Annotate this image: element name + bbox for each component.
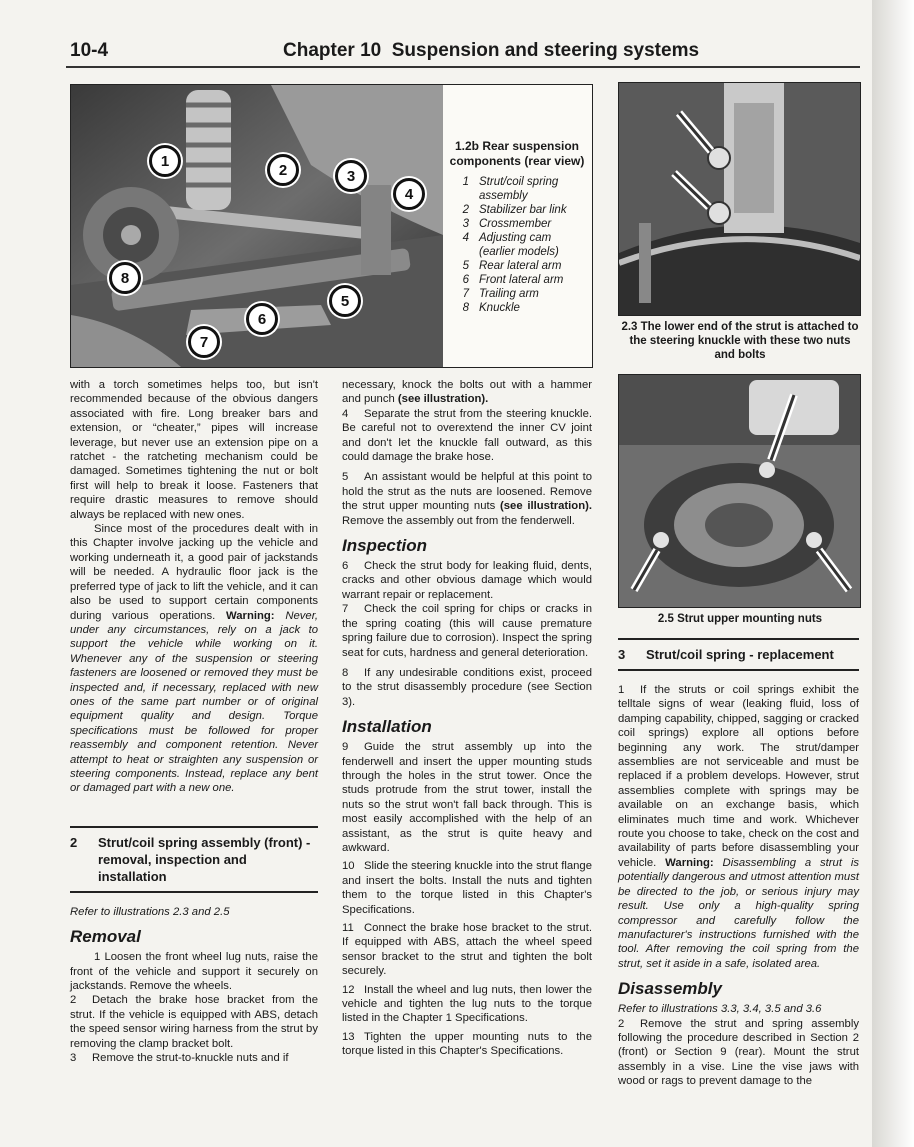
list-item: 8 Knuckle: [462, 302, 520, 314]
column-1: [70, 378, 318, 1065]
figure-rear-suspension: [70, 84, 593, 368]
list-item: 1 Strut/coil spring assembly: [462, 176, 559, 202]
section-3-heading: 3 Strut/coil spring - replacement: [618, 647, 834, 662]
section-rule: [70, 891, 318, 893]
step: 1 If the struts or coil springs exhibit the telltale signs of wear (leaking fluid, loss of damping capability, chipped, sagging or cracked coil springs) explore all options before beginning any work. The strut/damper assemblies are not serviceable and must be replaced if a problem develops. However, strut assemblies complete with springs may be available on an exchange basis, which eliminates much time and work. Whichever route you choose to take, check on the cost and availability of parts before disassembling your vehicle. Warning: Disassembling a strut is potentially dangerous and utmost attention must be directed to the job, or serious injury may result. Use only a high-quality spring compressor and carefully follow the manufacturer's instructions furnished with the tool. After removing the coil spring from the strut, set it aside in a safe, isolated area.: [618, 684, 859, 970]
figure-2-3-caption: 2.3 The lower end of the strut is attached to the steering knuckle with these two nuts and bolts: [621, 321, 859, 361]
header-rule: [66, 66, 860, 68]
callout-3: 3: [335, 160, 367, 192]
step: 9 Guide the strut assembly up into the fenderwell and insert the upper mounting studs through the holes in the strut tower. Once the studs protrude from the strut tower, install the nuts so the strut won't fall back through. This is most easily accomplished with the help of an assistant, as the strut is quite heavy and awkward.: [342, 741, 592, 854]
step: 10 Slide the steering knuckle into the strut flange and insert the bolts. Install the nuts and tighten them to the torque listed in this Chapter's Specifications.: [342, 860, 592, 916]
caption-title: 1.2b Rear suspension components (rear view): [449, 139, 585, 168]
subheading-removal: Removal: [70, 927, 141, 947]
strut-upper-photo: [619, 375, 860, 607]
callout-5: 5: [329, 285, 361, 317]
list-item: 3 Crossmember: [462, 218, 552, 230]
subheading-installation: Installation: [342, 717, 432, 737]
step: 11 Connect the brake hose bracket to the strut. If equipped with ABS, attach the wheel speed sensor bracket to the strut and tighten the bolt securely.: [342, 922, 592, 978]
paragraph: Since most of the procedures dealt with in this Chapter involve jacking up the vehicle and working underneath it, a good pair of jackstands will be needed. A hydraulic floor jack is the preferred type of jack to lift the vehicle, and it can also be used to support certain components during various operations. Warning: Never, under any circumstances, rely on a jack to support the vehicle while working on it. Whenever any of the suspension or steering fasteners are loosened or removed they must be inspected and, if necessary, replaced with new ones of the same part number or of original equipment quality and design. Torque specifications must be followed for proper reassembly and component retention. Never attempt to heat or straighten any suspension or steering components. Instead, replace any bent or damaged part with a new one.: [70, 523, 318, 795]
step: 12 Install the wheel and lug nuts, then lower the vehicle and tighten the lug nuts to the torque listed in the Chapter 1 Specifications.: [342, 983, 592, 1025]
column-3: [618, 638, 859, 1089]
step: 5 An assistant would be helpful at this point to hold the strut as the nuts are loosened. Remove the strut upper mounting nuts (see illustration). Remove the assembly out from the fenderwell.: [342, 471, 592, 527]
step: 6 Check the strut body for leaking fluid, dents, cracks and other obvious damage which would warrant repair or replacement.: [342, 560, 592, 601]
section-2-heading: 2 Strut/coil spring assembly (front) - removal, inspection and installation: [70, 834, 311, 884]
refer-note: Refer to illustrations 2.3 and 2.5: [70, 905, 230, 918]
step: 3 Remove the strut-to-knuckle nuts and if: [70, 1052, 289, 1065]
callout-4: 4: [393, 178, 425, 210]
callout-2: 2: [267, 154, 299, 186]
step: 1 Loosen the front wheel lug nuts, raise the front of the vehicle and support it securely on jackstands. Remove the wheels.: [70, 951, 318, 992]
step: 4 Separate the strut from the steering knuckle. Be careful not to overextend the inner CV joint and don't let the knuckle fall outward, as this could damage the brake hose.: [342, 407, 592, 464]
page-number: 10-4: [70, 40, 109, 61]
column-2: [342, 378, 592, 1059]
chapter-title: Chapter 10 Suspension and steering systems: [283, 40, 700, 61]
figure-main-caption: [447, 139, 587, 315]
section-rule: [70, 826, 318, 828]
callout-1: 1: [149, 145, 181, 177]
subheading-disassembly: Disassembly: [618, 979, 722, 999]
rear-suspension-photo: [71, 85, 443, 367]
callout-6: 6: [246, 303, 278, 335]
step: 2 Detach the brake hose bracket from the strut. If the vehicle is equipped with ABS, detach the speed sensor wiring harness from the strut by removing the clamp bracket bolt.: [70, 994, 318, 1050]
page-edge: [872, 0, 914, 1147]
figure-2-5-caption: 2.5 Strut upper mounting nuts: [657, 613, 823, 625]
list-item: 5 Rear lateral arm: [462, 260, 562, 272]
strut-lower-photo: [619, 83, 860, 315]
list-item: 6 Front lateral arm: [462, 274, 564, 286]
step: 13 Tighten the upper mounting nuts to the torque listed in this Chapter's Specifications.: [342, 1030, 592, 1058]
callout-8: 8: [109, 262, 141, 294]
callout-7: 7: [188, 326, 220, 358]
paragraph: necessary, knock the bolts out with a hammer and punch (see illustration).: [342, 379, 592, 406]
figure-2-5: [618, 374, 861, 608]
component-list: [447, 175, 587, 315]
refer-note: Refer to illustrations 3.3, 3.4, 3.5 and 3.6: [618, 1003, 822, 1016]
step: 2 Remove the strut and spring assembly following the procedure described in Section 2 (front) or Section 9 (rear). Mount the strut assembly in a vise. Line the vise jaws with wood or rags to prevent damage to the: [618, 1017, 859, 1088]
list-item: 4 Adjusting cam (earlier models): [462, 232, 559, 258]
section-rule: [618, 638, 859, 640]
step: 7 Check the coil spring for chips or cracks in the spring coating (this will cause premature spring failure due to corrosion). Inspect the spring seat for cuts, hardness and general deterioration.: [342, 603, 592, 659]
list-item: 2 Stabilizer bar link: [462, 204, 567, 216]
step: 8 If any undesirable conditions exist, proceed to the strut disassembly procedure (see Section 3).: [342, 666, 592, 708]
section-rule: [618, 669, 859, 671]
paragraph: with a torch sometimes helps too, but isn't recommended because of the obvious dangers associated with fire. Long breaker bars and extension, or “cheater,” pipes will increase leverage, but never use an extension pipe on a ratchet - the ratcheting mechanism could be damaged. Sometimes tightening the nut or bolt first will help to break it loose. Fasteners that require drastic measures to remove should always be replaced with new ones.: [70, 379, 318, 521]
list-item: 7 Trailing arm: [462, 288, 539, 300]
subheading-inspection: Inspection: [342, 536, 428, 556]
figure-2-3: [618, 82, 861, 316]
